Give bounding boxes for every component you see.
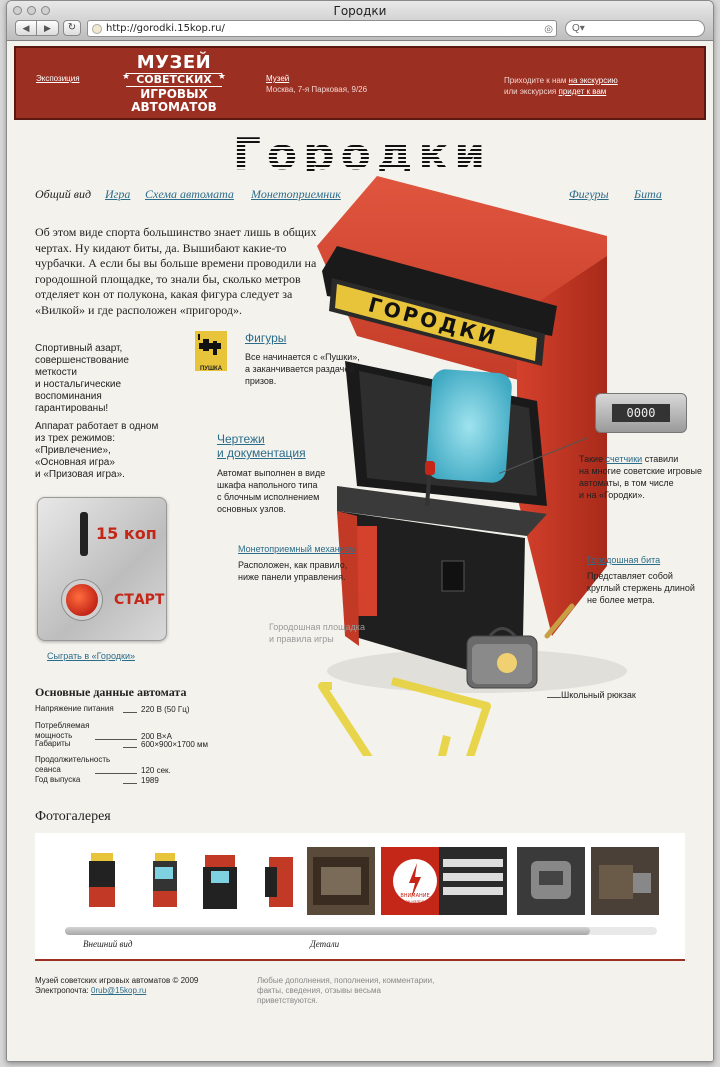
text-line: ниже панели управления. (238, 572, 346, 582)
footer-note (257, 976, 434, 1006)
text-line: Любые дополнения, пополнения, комментарии, (257, 976, 435, 985)
side-text-line: из трех режимов: (35, 433, 116, 444)
text-line: автоматы, в том числе (579, 478, 674, 488)
coin-mechanism-link[interactable]: Монетоприемный механизм (238, 544, 356, 554)
favicon-icon (92, 24, 102, 34)
browser-window (6, 0, 714, 1062)
search-input[interactable] (565, 20, 705, 37)
spec-key-line: Напряжение питания (35, 704, 114, 713)
arcade-machine-illustration (297, 166, 627, 756)
side-text-line: «Основная игра» (35, 457, 115, 468)
spec-key-line: Год выпуска (35, 775, 81, 784)
tab-figures[interactable]: Фигуры (569, 187, 609, 201)
spec-value: 220 В (50 Гц) (141, 705, 190, 714)
gallery-thumb-8[interactable] (517, 847, 585, 915)
counters-link[interactable]: счетчики (605, 454, 643, 464)
side-text-line: воспоминания (35, 391, 102, 402)
forward-button[interactable]: ▶ (37, 20, 59, 36)
cannon-label: ПУШКА (199, 366, 223, 372)
address-bar[interactable] (87, 20, 557, 37)
cannon-figure-icon[interactable] (195, 331, 227, 371)
spec-value: 200 В×А (141, 732, 172, 741)
tab-bat[interactable]: Бита (634, 187, 662, 201)
text-part: ставили (642, 454, 679, 464)
gallery-scroll-thumb[interactable] (65, 927, 590, 935)
gallery-thumb-3[interactable] (187, 847, 255, 915)
side-text-line: и ностальгические (35, 379, 122, 390)
rss-icon[interactable]: ◎ (544, 24, 553, 35)
visit-line-2 (504, 87, 606, 96)
coin-price-label: 15 коп (96, 524, 157, 543)
excursion-to-you-link[interactable]: придет к вам (558, 87, 607, 96)
backpack-leader-line (547, 697, 561, 698)
figures-description (245, 351, 360, 387)
excursion-link[interactable]: на экскурсию (568, 76, 618, 85)
text-line: а заканчивается раздачей (245, 364, 355, 374)
spec-leader-line (123, 712, 137, 713)
reload-button[interactable]: ↻ (63, 20, 81, 36)
side-text-line: Аппарат работает в одном (35, 421, 159, 432)
spec-key-line: сеанса (35, 765, 61, 774)
gallery-thumb-9[interactable] (591, 847, 659, 915)
gallery-thumb-1[interactable] (69, 847, 137, 915)
text-line: призов. (245, 376, 277, 386)
cannon-icon (195, 331, 227, 361)
museum-logo[interactable] (114, 54, 234, 114)
spec-value: 600×900×1700 мм (141, 740, 209, 749)
photo-gallery (35, 833, 685, 959)
side-text-line: «Привлечение», (35, 445, 111, 456)
gallery-label-outer: Внешний вид (83, 939, 133, 949)
text-line: приветствуются. (257, 996, 318, 1005)
coin-slot-icon (80, 512, 88, 556)
spec-leader-line (123, 747, 137, 748)
intro-paragraph: Об этом виде спорта большинство знает лишь в общих чертах. Ну кидают биты, да. Вышибают какие-то чурбачки. А если бы вы больше времени проводили на городошной площадке, то знали бы, сколько метров отделяет кон от полукона, какая фигура следует за «Вилкой» и где расположен «пригород». (35, 225, 317, 317)
side-text-line: Спортивный азарт, (35, 343, 123, 354)
back-button[interactable]: ◀ (15, 20, 37, 36)
backpack-label: Школьный рюкзак (561, 690, 636, 700)
spec-leader-line (95, 773, 137, 774)
logo-line-3: ИГРОВЫХ (140, 87, 208, 101)
spec-value: 1989 (141, 776, 159, 785)
visit-line-1 (504, 76, 618, 85)
drawings-link-line2: и документация (217, 446, 306, 460)
coin-start-panel[interactable] (37, 497, 167, 641)
text-line: и правила игры (269, 634, 334, 644)
text-line: Городошная площадка (269, 622, 365, 632)
logo-stars-icon: ★ ★ (122, 72, 226, 82)
machine-sign-text: ГОРОДКИ (365, 292, 501, 351)
tab-overview[interactable]: Общий вид (35, 187, 92, 201)
footer-copyright: Музей советских игровых автоматов © 2009 (35, 976, 199, 985)
spec-key-line: Потребляемая (35, 721, 90, 730)
counters-description (579, 453, 702, 501)
text-line: основных узлов. (217, 504, 286, 514)
gallery-thumb-4[interactable] (247, 847, 315, 915)
side-text-line: меткости (35, 367, 77, 378)
visit-prefix: Приходите к нам (504, 76, 569, 85)
footer-divider (35, 959, 685, 961)
window-title: Городки (333, 4, 387, 18)
tab-game[interactable]: Игра (105, 187, 131, 201)
counter-digits: 0000 (612, 404, 670, 422)
nav-link-exposition[interactable]: Экспозиция (36, 74, 80, 83)
start-label: СТАРТ (114, 592, 165, 608)
spec-key (35, 755, 125, 775)
spec-key-line: мощность (35, 731, 73, 740)
text-line: Все начинается с «Пушки», (245, 352, 360, 362)
side-paragraph-1 (35, 343, 175, 415)
footer-email (35, 986, 146, 996)
side-text-line: совершенствование (35, 355, 129, 366)
museum-address: Москва, 7-я Парковая, 9/26 (266, 85, 368, 94)
text-line: факты, сведения, отзывы весьма (257, 986, 381, 995)
page-title-text: Городки (232, 133, 492, 173)
spec-key (35, 721, 125, 741)
footer-email-link[interactable]: 0rub@15kop.ru (91, 986, 147, 995)
side-text-line: и «Призовая игра». (35, 469, 125, 480)
text-line: с блочным исполнением (217, 492, 320, 502)
counter-image[interactable] (595, 393, 687, 433)
figures-link[interactable]: Фигуры (245, 331, 287, 345)
play-game-link[interactable]: Сыграть в «Городки» (47, 651, 135, 661)
coin-mechanism-description (238, 559, 347, 583)
warning-label: ВНИМАНИЕ (400, 893, 430, 899)
logo-line-1: МУЗЕЙ (136, 52, 212, 73)
browser-titlebar (7, 1, 713, 41)
search-icon: Q▾ (572, 23, 585, 34)
text-line: и на «Городки». (579, 490, 645, 500)
text-line: Автомат выполнен в виде (217, 468, 326, 478)
logo-line-2: СОВЕТСКИХ (126, 73, 222, 87)
gallery-scrollbar[interactable] (65, 927, 657, 935)
logo-line-4: АВТОМАТОВ (131, 100, 217, 114)
text-line: Представляет собой (587, 571, 673, 581)
spec-leader-line (123, 783, 137, 784)
playing-field-note (269, 621, 365, 645)
drawings-link-line1: Чертежи (217, 432, 265, 446)
site-header (14, 46, 706, 120)
specs-title: Основные данные автомата (35, 685, 187, 699)
text-line: Расположен, как правило, (238, 560, 348, 570)
tab-coin-acceptor[interactable]: Монетоприемник (251, 187, 341, 201)
bat-description (587, 570, 695, 606)
spec-key-line: Продолжительность (35, 755, 111, 764)
visit-mid: или экскурсия (504, 87, 559, 96)
gallery-title: Фотогалерея (35, 809, 111, 824)
text-line: не более метра. (587, 595, 655, 605)
text-line: круглый стержень длиной (587, 583, 695, 593)
spec-key (35, 775, 125, 785)
drawings-description (217, 467, 325, 515)
counters-line-1 (579, 453, 702, 465)
side-paragraph-2 (35, 421, 175, 481)
spec-key (35, 704, 125, 714)
history-buttons (15, 20, 59, 36)
text-line: на многие советские игровые (579, 466, 703, 476)
gallery-thumb-5[interactable] (307, 847, 375, 915)
spec-key (35, 739, 125, 749)
footer-email-label: Электропочта: (35, 986, 91, 995)
side-text-line: гарантированы! (35, 403, 109, 414)
tab-scheme[interactable]: Схема автомата (145, 187, 234, 201)
url-text: http://gorodki.15kop.ru/ (106, 23, 225, 34)
page-viewport (7, 41, 713, 1061)
warning-sub-label: Высокое напряжение (392, 899, 438, 904)
text-line: шкафа напольного типа (217, 480, 318, 490)
spec-key-line: Габариты (35, 739, 71, 748)
nav-link-museum[interactable]: Музей (266, 74, 290, 83)
bat-link[interactable]: Городошная бита (587, 555, 661, 565)
start-button-icon[interactable] (62, 580, 102, 620)
gallery-thumb-7[interactable] (439, 847, 507, 915)
drawings-link[interactable] (217, 432, 306, 460)
gallery-label-details: Детали (310, 939, 340, 949)
spec-value: 120 сек. (141, 766, 171, 775)
text-part: Такие (579, 454, 606, 464)
